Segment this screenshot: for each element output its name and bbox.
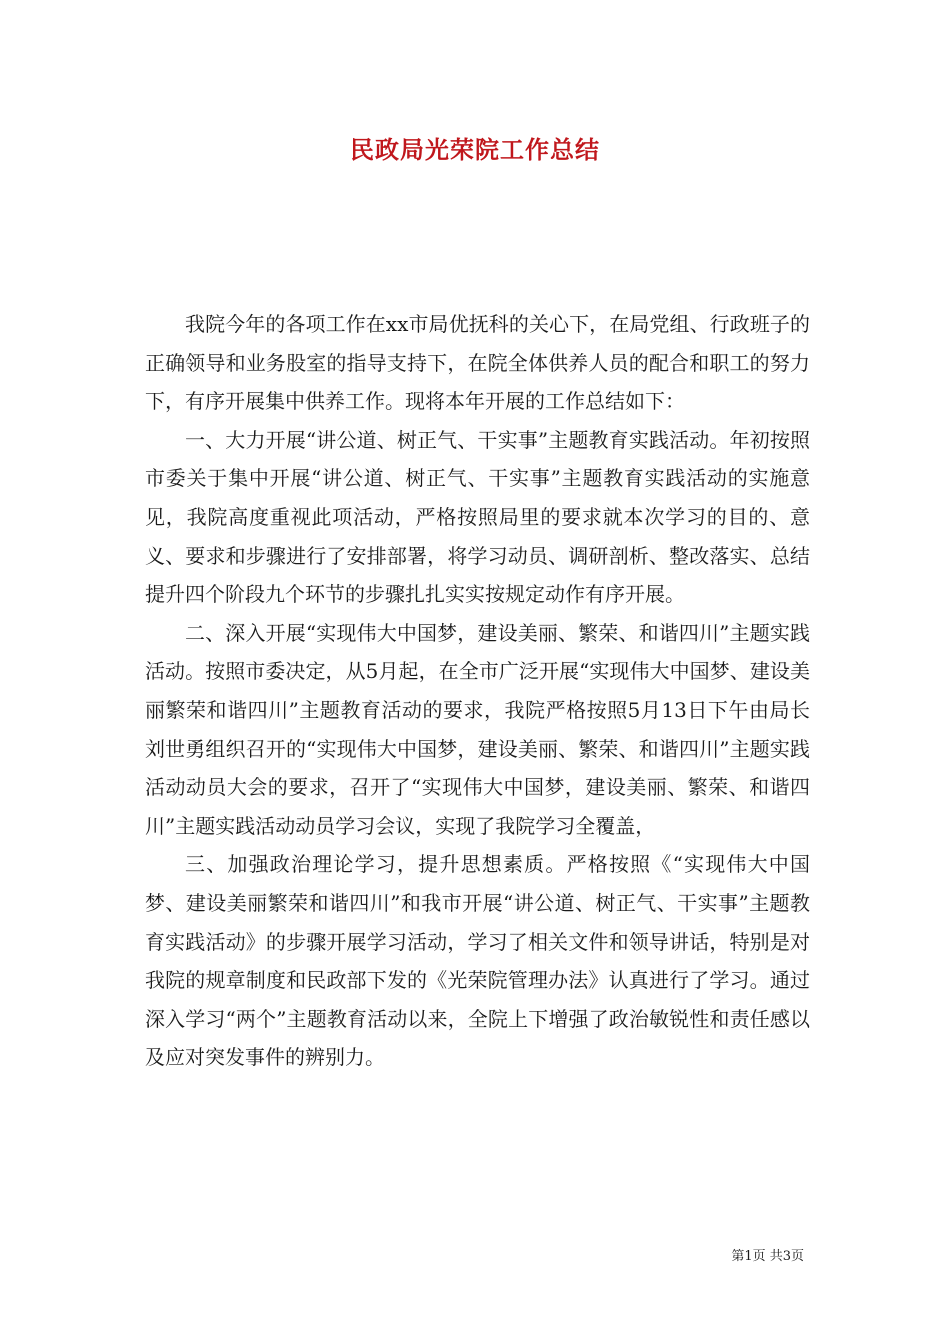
paragraph-section-2: 二、深入开展“实现伟大中国梦，建设美丽、繁荣、和谐四川”主题实践活动。按照市委决定，从5月起，在全市广泛开展“实现伟大中国梦、建设美丽繁荣和谐四川”主题教育活动的要求，我院严格按照5月13日下午由局长刘世勇组织召开的“实现伟大中国梦，建设美丽、繁荣、和谐四川”主题实践活动动员大会的要求，召开了“实现伟大中国梦，建设美丽、繁荣、和谐四川”主题实践活动动员学习会议，实现了我院学习全覆盖，: [145, 620, 810, 838]
document-body: [145, 305, 810, 1077]
paragraph-section-1: 一、大力开展“讲公道、树正气、干实事”主题教育实践活动。年初按照市委关于集中开展“讲公道、树正气、干实事”主题教育实践活动的实施意见，我院高度重视此项活动，严格按照局里的要求就本次学习的目的、意义、要求和步骤进行了安排部署，将学习动员、调研剖析、整改落实、总结提升四个阶段九个环节的步骤扎扎实实按规定动作有序开展。: [145, 427, 810, 607]
paragraph-intro: 我院今年的各项工作在xx市局优抚科的关心下，在局党组、行政班子的正确领导和业务股室的指导支持下，在院全体供养人员的配合和职工的努力下，有序开展集中供养工作。现将本年开展的工作总结如下：: [145, 312, 810, 414]
document-title: 民政局光荣院工作总结: [350, 135, 600, 164]
paragraph-section-3: 三、加强政治理论学习，提升思想素质。严格按照《“实现伟大中国梦、建设美丽繁荣和谐四川”和我市开展“讲公道、树正气、干实事”主题教育实践活动》的步骤开展学习活动，学习了相关文件和领导讲话，特别是对我院的规章制度和民政部下发的《光荣院管理办法》认真进行了学习。通过深入学习“两个”主题教育活动以来，全院上下增强了政治敏锐性和责任感以及应对突发事件的辨别力。: [145, 852, 810, 1070]
page-number-footer: 第1页 共3页: [731, 1249, 804, 1264]
